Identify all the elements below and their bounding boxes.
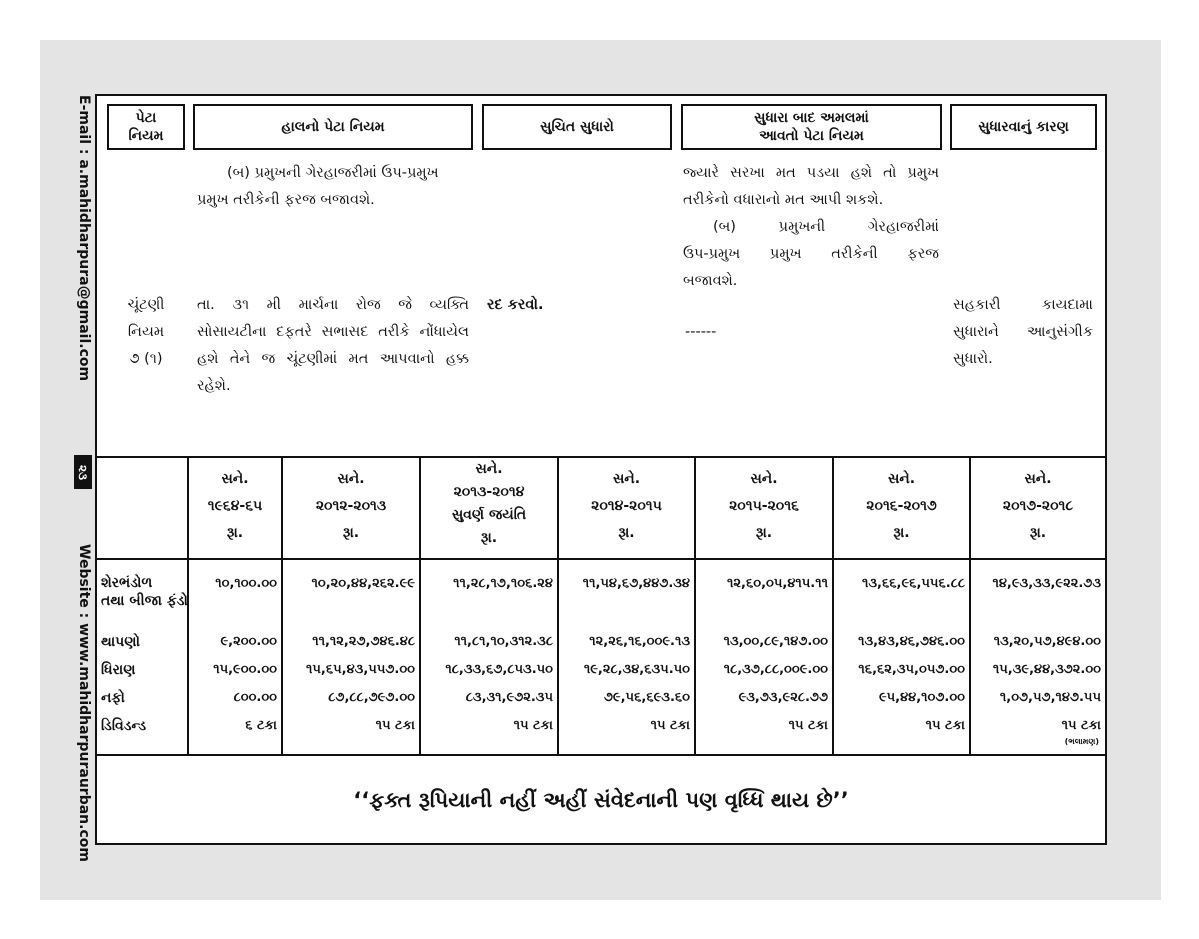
- header-rule-after: સુધારા બાદ અમલમાં આવતો પેટા નિયમ: [681, 104, 942, 150]
- table-cell: ૧૫ ટકા: [1061, 718, 1101, 733]
- row-label-deposits: થાપણો: [101, 634, 140, 650]
- column-header: સને. ૨૦૧૪-૨૦૧૫ રૂા.: [591, 471, 662, 541]
- table-rule: [97, 754, 1105, 756]
- row1-rule-after: જ્યારે સરખા મત પડયા હશે તો પ્રમુખ તરીકેનો વધારાનો મત આપી શકશે. (બ) પ્રમુખની ગેરહાજરીમાં ઉપ-પ્રમુખ પ્રમુખ તરીકેની ફરજ બજાવશે.: [683, 165, 939, 289]
- table-cell: ૧૩,૬૬,૯૬,૫૫૬.૮૮: [862, 576, 965, 591]
- table-rule: [97, 456, 1105, 458]
- table-cell: ૧૮,૩૭,૮૮,૦૦૯.૦૦: [723, 662, 828, 677]
- column-header: સને. ૨૦૧૨-૨૦૧૩ રૂા.: [315, 471, 387, 541]
- table-cell: ૧૧,૮૧,૧૦,૩૧૨.૩૮: [454, 634, 553, 649]
- table-cell: ૯૫,૪૪,૧૦૭.૦૦: [878, 690, 965, 705]
- page-number: ૨૩: [74, 455, 92, 489]
- table-cell: ૧૦,૧૦૦.૦૦: [215, 576, 277, 591]
- table-cell: ૧૬,૬૨,૩૫,૦૫૭.૦૦: [858, 662, 965, 677]
- column-header: સને. ૨૦૧૭-૨૦૧૮ રૂા.: [1002, 471, 1074, 541]
- row2-reason: સહકારી કાયદામા સુધારાને આનુસંગીક સુધારો.: [953, 297, 1093, 367]
- table-cell: ૧૮,૩૩,૬૭,૮૫૩.૫૦: [445, 662, 553, 677]
- table-cell: ૧૫ ટકા: [513, 718, 553, 733]
- table-cell: ૧૩,૪૩,૪૬,૭૪૬.૦૦: [858, 634, 965, 649]
- column-header: સને. ૨૦૧૫-૨૦૧૬ રૂા.: [729, 471, 799, 541]
- motto-quote: ‘‘ફક્ત રૂપિયાની નહીં અહીં સંવેદનાની પણ વૃધ્ધિ થાય છે’’: [353, 788, 849, 812]
- table-cell: ૧૪,૯૩,૩૩,૯૨૨.૭૩: [992, 576, 1101, 591]
- row-label-profit: નફો: [101, 690, 125, 706]
- table-cell: ૧૦,૨૦,૪૪,૨૬૨.૯૯: [311, 576, 415, 591]
- header-reason: સુધારવાનું કારણ: [950, 104, 1097, 150]
- table-cell: ૬ ટકા: [245, 718, 277, 733]
- website-vertical: Website : www.mahidharpuraurban.com: [76, 544, 92, 862]
- table-cell: ૧૯,૨૮,૩૪,૬૩૫.૫૦: [583, 662, 690, 677]
- header-proposed: સુચિત સુધારો: [482, 104, 672, 150]
- table-cell: ૧૫ ટકા: [650, 718, 690, 733]
- table-cell: ૮૦૦.૦૦: [233, 690, 277, 705]
- table-cell: ૯૩,૭૩,૯૨૮.૭૭: [738, 690, 828, 705]
- email-vertical: E-mail : a.mahidharpura@gmail.com: [76, 95, 92, 382]
- column-header: સને. ૨૦૧૬-૨૦૧૭ રૂા.: [866, 471, 937, 541]
- row-label-loans: ધિરાણ: [101, 662, 136, 678]
- financial-table: [97, 456, 1105, 756]
- row2-proposed: રદ કરવો.: [487, 297, 544, 313]
- header-current-rule: હાલનો પેટા નિયમ: [193, 104, 473, 150]
- table-cell: ૧૫ ટકા: [788, 718, 828, 733]
- table-cell: ૯,૨૦૦.૦૦: [220, 634, 277, 649]
- row1-current-rule: (બ) પ્રમુખની ગેરહાજરીમાં ઉપ-પ્રમુખ પ્રમુખ તરીકેની ફરજ બજાવશે.: [197, 165, 439, 208]
- header-subrule: પેટા નિયમ: [107, 104, 185, 150]
- table-cell: ૧૧,૫૪,૬૭,૪૪૭.૩૪: [582, 576, 690, 591]
- table-cell: ૮૭,૮૮,૭૯૭.૦૦: [328, 690, 415, 705]
- table-cell: ૮૩,૩૧,૯૭૨.૩૫: [465, 690, 553, 705]
- row2-current-rule: તા. ૩૧ મી માર્ચના રોજ જે વ્યક્તિ સોસાયટીના દફતરે સભાસદ તરીકે નોંધાયેલ હશે તેને જ ચૂંટણીમાં મત આપવાનો હક્ક રહેશે.: [197, 297, 469, 394]
- table-cell: ૧૫,૬૫,૪૩,૫૫૭.૦૦: [306, 662, 415, 677]
- table-rule: [97, 558, 1105, 560]
- table-cell: ૧૨,૨૬,૧૬,૦૦૯.૧૩: [589, 634, 690, 649]
- row-label-share-capital: શેરભંડોળ તથા બીજા ફંડો: [101, 575, 188, 609]
- dividend-note: (ભલામણ): [1064, 737, 1099, 746]
- row2-rule-after: ------: [685, 324, 717, 340]
- table-cell: ૧૧,૧૨,૨૭,૭૪૬.૪૮: [312, 634, 415, 649]
- table-cell: ૧૩,૨૦,૫૭,૪૯૪.૦૦: [993, 634, 1101, 649]
- row2-rule-number: ચૂંટણી નિયમ ૭ (૧): [127, 297, 165, 367]
- table-cell: ૧૩,૦૦,૮૯,૧૪૭.૦૦: [723, 634, 828, 649]
- document-page: [95, 94, 1107, 845]
- row-label-dividend: ડિવિડન્ડ: [101, 718, 147, 734]
- table-cell: ૧૫ ટકા: [925, 718, 965, 733]
- table-cell: ૧૧,૨૮,૧૭,૧૦૬.૨૪: [453, 576, 553, 591]
- table-cell: ૧૫ ટકા: [375, 718, 415, 733]
- table-cell: ૭૯,૫૬,૬૯૩.૬૦: [603, 690, 690, 705]
- table-cell: ૧૫,૩૯,૪૪,૩૭૨.૦૦: [992, 662, 1101, 677]
- column-header: સને. ૧૯૬૪-૬૫ રૂા.: [207, 471, 263, 541]
- table-cell: ૧૨,૬૦,૦૫,૪૧૫.૧૧: [727, 576, 828, 591]
- column-header: સને. ૨૦૧૩-૨૦૧૪ સુવર્ણ જયંતિ રૂા.: [451, 461, 527, 546]
- table-cell: ૧૫,૯૦૦.૦૦: [213, 662, 277, 677]
- table-cell: ૧,૦૭,૫૭,૧૪૭.૫૫: [999, 690, 1101, 705]
